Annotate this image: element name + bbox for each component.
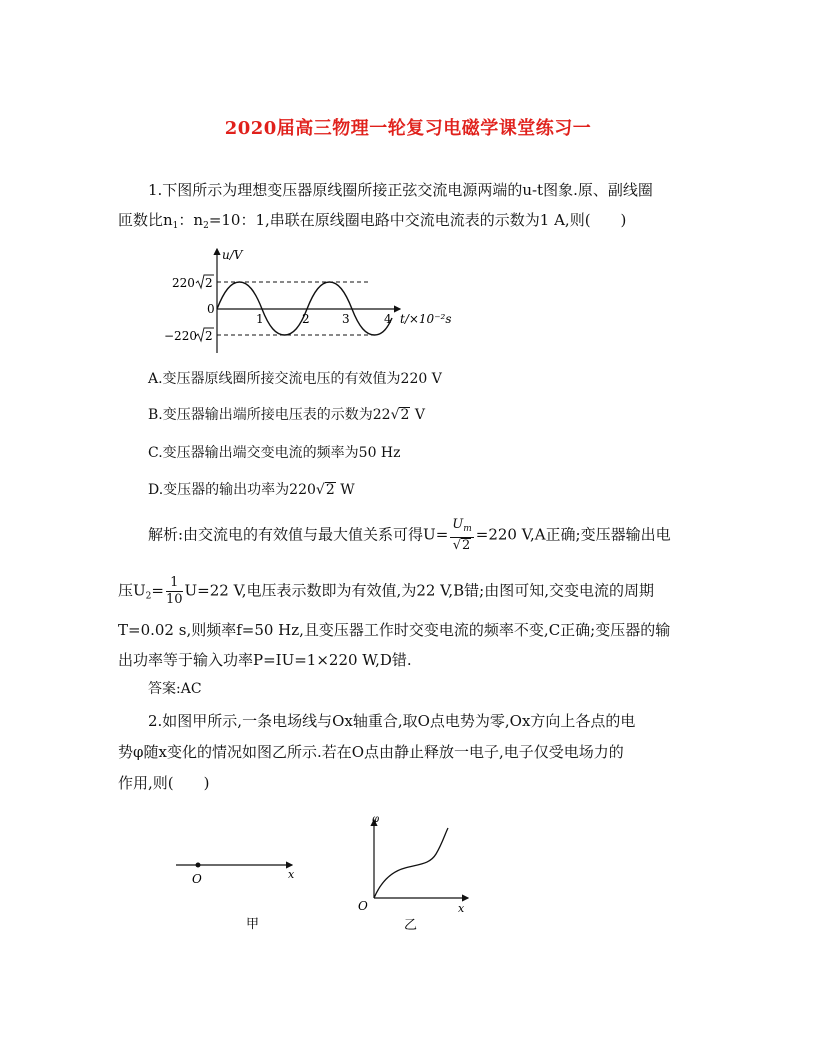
ut-x-tick-3: 3 (342, 312, 350, 326)
q1-option-d-text: D.变压器的输出功率为220 (148, 482, 316, 498)
yi-axis-label: x (458, 902, 465, 915)
q1-option-b-sqrt: √2 (390, 407, 410, 423)
q1-option-c: C.变压器输出端交变电流的频率为50 Hz (148, 445, 401, 461)
q1-analysis-line3: T=0.02 s,则频率f=50 Hz,且变压器工作时交变电流的频率不变,C正确;变压器的输 (118, 621, 671, 639)
ut-x-tick-1: 1 (256, 312, 264, 326)
q1-option-d-unit: W (335, 482, 355, 498)
page-title: 2020届高三物理一轮复习电磁学课堂练习一 (224, 118, 592, 139)
ut-y-zero-label: 0 (207, 302, 215, 316)
q2-stem-line1: 2.如图甲所示,一条电场线与Ox轴重合,取O点电势为零,Ox方向上各点的电 (148, 712, 636, 730)
figure-jia (170, 850, 310, 935)
q1-analysis-frac-um: $\frac{U_m}{√2}$ (452, 517, 472, 553)
ut-x-axis-label: t/×10⁻²s (400, 312, 452, 326)
jia-axis-label: x (288, 868, 295, 881)
jia-caption: 甲 (246, 917, 260, 932)
q1-analysis-line1 (148, 517, 671, 554)
q1-analysis-text-b: =220 V,A正确;变压器输出电 (475, 525, 671, 544)
ut-y-bottom-sqrt-digit: 2 (205, 329, 213, 343)
q1-option-b (148, 404, 425, 424)
q1-option-b-text: B.变压器输出端所接电压表的示数为22 (148, 407, 391, 423)
ut-y-axis-label: u/V (222, 248, 243, 262)
q1-analysis-line4: 出功率等于输入功率P=IU=1×220 W,D错. (118, 651, 412, 669)
q1-option-d-sqrt: √2 (315, 482, 335, 498)
ut-y-top-label: 220 (172, 276, 195, 290)
q1-analysis2-sub: 2 (145, 591, 152, 602)
q1-stem-line1: 1.下图所示为理想变压器原线圈所接正弦交流电源两端的u-t图象.原、副线圈 (148, 181, 653, 199)
q1-analysis2-frac: $\frac{1}{10}$ (165, 575, 183, 607)
q1-stem-text-c: =10：1,串联在原线圈电路中交流电流表的示数为1 A,则( ) (208, 211, 627, 229)
q1-option-d (148, 479, 355, 499)
q1-stem-line2 (118, 210, 626, 236)
q1-option-a: A.变压器原线圈所接交流电压的有效值为220 V (148, 371, 442, 387)
yi-y-axis-label: φ (372, 814, 380, 825)
q2-stem-line3: 作用,则( ) (118, 774, 210, 792)
q1-analysis-text-a: 解析:由交流电的有效值与最大值关系可得U= (148, 525, 449, 544)
q1-answer: 答案:AC (148, 681, 202, 697)
q2-stem-line2: 势φ随x变化的情况如图乙所示.若在O点由静止释放一电子,电子仅受电场力的 (118, 743, 624, 761)
q1-analysis2-text-a: 压U (118, 581, 146, 600)
yi-origin-label: O (358, 899, 368, 913)
q1-stem-text-a: 匝数比n (118, 211, 173, 229)
jia-origin-dot (196, 863, 201, 868)
q1-analysis2-text-b: U=22 V,电压表示数即为有效值,为22 V,B错;由图可知,交变电流的周期 (184, 581, 655, 600)
q1-sub-2: 2 (203, 221, 209, 231)
yi-phi-curve (374, 828, 448, 898)
ut-y-bottom-label: −220 (164, 329, 197, 343)
q1-option-b-unit: V (410, 407, 425, 423)
ut-x-tick-4: 4 (384, 312, 392, 326)
ut-y-top-sqrt-digit: 2 (205, 276, 213, 290)
q1-analysis2-eq: = (151, 581, 164, 600)
q1-stem-text-b: ：n (178, 211, 204, 229)
q1-analysis-line2 (118, 575, 654, 608)
jia-origin-label: O (192, 872, 202, 886)
yi-caption: 乙 (404, 918, 418, 933)
figure-yi (350, 812, 480, 937)
ut-x-tick-2: 2 (302, 312, 310, 326)
q1-sub-1: 1 (172, 221, 179, 231)
ut-graph (160, 243, 460, 358)
